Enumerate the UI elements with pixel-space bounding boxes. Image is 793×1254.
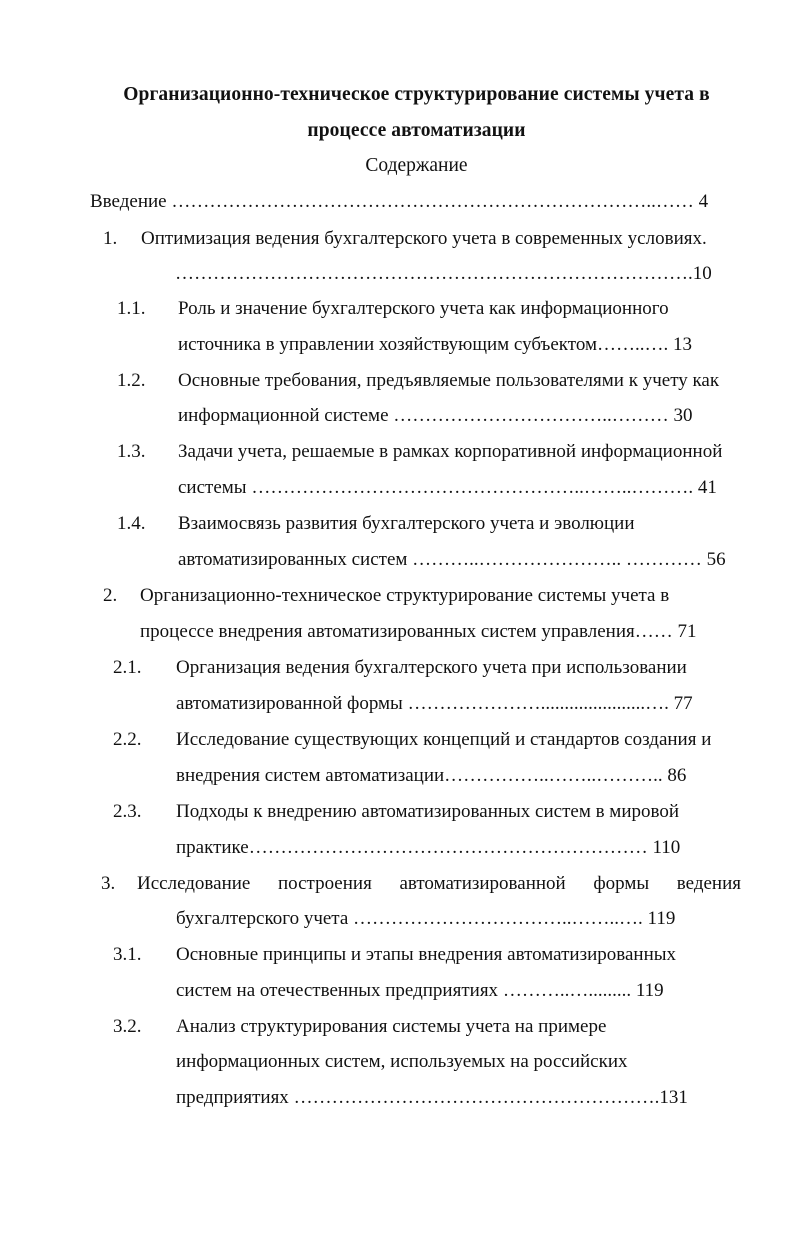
toc-entry-s1-3-title[interactable]: Задачи учета, решаемые в рамках корпоративной информационной [178, 441, 723, 462]
toc-leader-dots: ……..…. [596, 334, 673, 355]
toc-page-number: 119 [635, 980, 664, 1001]
toc-leader-dots: …………………………………………………. [293, 1087, 660, 1108]
toc-entry-s1-2-page-line [178, 404, 693, 428]
toc-leader-dots: …………………………………………………………………..…… [171, 191, 699, 212]
toc-entry-number: 2. [103, 585, 118, 606]
toc-entry-s2-3-page-line [176, 836, 680, 860]
toc-entry-s3-2-title-line-2: информационных систем, используемых на российских [176, 1051, 628, 1072]
toc-entry-number: 1.2. [117, 370, 146, 391]
toc-entry-s3-2-title[interactable]: Анализ структурирования системы учета на примере [176, 1016, 607, 1037]
toc-leader-dots: …………………......................…. [407, 693, 674, 714]
toc-page-number: 86 [667, 765, 687, 786]
toc-leader-dots: ………..…......... [502, 980, 636, 1001]
toc-entry-s1-4-page-line [178, 548, 726, 572]
toc-word: Исследование [137, 873, 251, 894]
toc-page-number: 41 [697, 477, 717, 498]
toc-page-number: 56 [706, 549, 726, 570]
toc-entry-s3-1-title[interactable]: Основные принципы и этапы внедрения автоматизированных [176, 944, 677, 965]
toc-entry-s1-1-title[interactable]: Роль и значение бухгалтерского учета как информационного [178, 298, 669, 319]
toc-entry-number: 1.3. [117, 441, 146, 462]
toc-page-number: 10 [692, 263, 712, 284]
toc-word: автоматизированной [399, 873, 566, 894]
toc-entry-s2-page-line [140, 620, 696, 644]
toc-entry-s1-2-title[interactable]: Основные требования, предъявляемые пользователями к учету как [178, 370, 720, 391]
toc-page-number: 30 [673, 405, 693, 426]
toc-entry-label: практике [176, 837, 249, 858]
toc-entry-number: 2.3. [113, 801, 142, 822]
toc-page-number: 131 [659, 1087, 688, 1108]
toc-entry-s2-title[interactable]: Организационно-техническое структурирование системы учета в [140, 585, 670, 606]
toc-entry-number: 1.4. [117, 513, 146, 534]
toc-leader-dots: ……………………………..……… [393, 405, 674, 426]
toc-entry-s1-4-title[interactable]: Взаимосвязь развития бухгалтерского учета и эволюции [178, 513, 635, 534]
document-title-line-1: Организационно-техническое структурирование системы учета в [123, 84, 710, 105]
toc-page-number: 4 [698, 191, 709, 212]
toc-leader-dots: ………………………………………………………………………. [175, 263, 693, 284]
toc-leader-dots: …… [634, 621, 678, 642]
toc-entry-s3-title[interactable] [137, 872, 741, 896]
toc-leader-dots: ……………………………………………..……..………. [251, 477, 698, 498]
toc-entry-label: внедрения систем автоматизации [176, 765, 445, 786]
toc-page-number: 119 [647, 908, 676, 929]
toc-leader-dots: ……………………………………………………… [248, 837, 653, 858]
toc-entry-label: источника в управлении хозяйствующим субъектом [178, 334, 597, 355]
toc-entry-label: автоматизированных систем [178, 549, 413, 570]
toc-entry-number: 3.2. [113, 1016, 142, 1037]
toc-entry-s3-2-page-line [176, 1086, 688, 1110]
toc-entry-intro[interactable] [90, 190, 708, 214]
toc-entry-number: 3. [101, 873, 116, 894]
toc-leader-dots: ………..………………….. ………… [412, 549, 707, 570]
toc-entry-number: 1.1. [117, 298, 146, 319]
toc-entry-label: автоматизированной формы [176, 693, 408, 714]
toc-entry-number: 2.2. [113, 729, 142, 750]
toc-entry-s3-page-line [176, 907, 675, 931]
toc-page-number: 71 [677, 621, 697, 642]
toc-entry-label: информационной системе [178, 405, 394, 426]
toc-entry-label: бухгалтерского учета [176, 908, 354, 929]
toc-entry-number: 1. [103, 228, 118, 249]
toc-entry-label: системы [178, 477, 252, 498]
toc-entry-s2-3-title[interactable]: Подходы к внедрению автоматизированных систем в мировой [176, 801, 680, 822]
toc-page-number: 13 [672, 334, 692, 355]
toc-entry-s2-2-page-line [176, 764, 686, 788]
toc-entry-label: Введение [90, 191, 172, 212]
toc-entry-number: 3.1. [113, 944, 142, 965]
toc-page-number: 77 [673, 693, 693, 714]
toc-entry-label: систем на отечественных предприятиях [176, 980, 503, 1001]
toc-entry-label: предприятиях [176, 1087, 294, 1108]
toc-leader-dots: ……………..……..……….. [444, 765, 668, 786]
toc-entry-s2-1-title[interactable]: Организация ведения бухгалтерского учета при использовании [176, 657, 687, 678]
toc-word: формы [593, 873, 650, 894]
toc-word: ведения [676, 873, 741, 894]
toc-entry-s1-1-page-line [178, 333, 692, 357]
toc-entry-label: процессе внедрения автоматизированных систем управления [140, 621, 635, 642]
toc-entry-s3-1-page-line [176, 979, 664, 1003]
toc-heading: Содержание [365, 155, 468, 176]
document-title-line-2: процессе автоматизации [307, 120, 526, 141]
toc-word: построения [277, 873, 372, 894]
toc-leader-dots: ……………………………..……..…. [353, 908, 648, 929]
toc-entry-s1-title[interactable]: Оптимизация ведения бухгалтерского учета в современных условиях. [141, 228, 707, 249]
toc-entry-number: 2.1. [113, 657, 142, 678]
toc-entry-s1-page-line [175, 262, 712, 286]
toc-entry-s2-2-title[interactable]: Исследование существующих концепций и стандартов создания и [176, 729, 712, 750]
toc-entry-s1-3-page-line [178, 476, 717, 500]
toc-entry-s2-1-page-line [176, 692, 693, 716]
toc-page-number: 110 [652, 837, 681, 858]
